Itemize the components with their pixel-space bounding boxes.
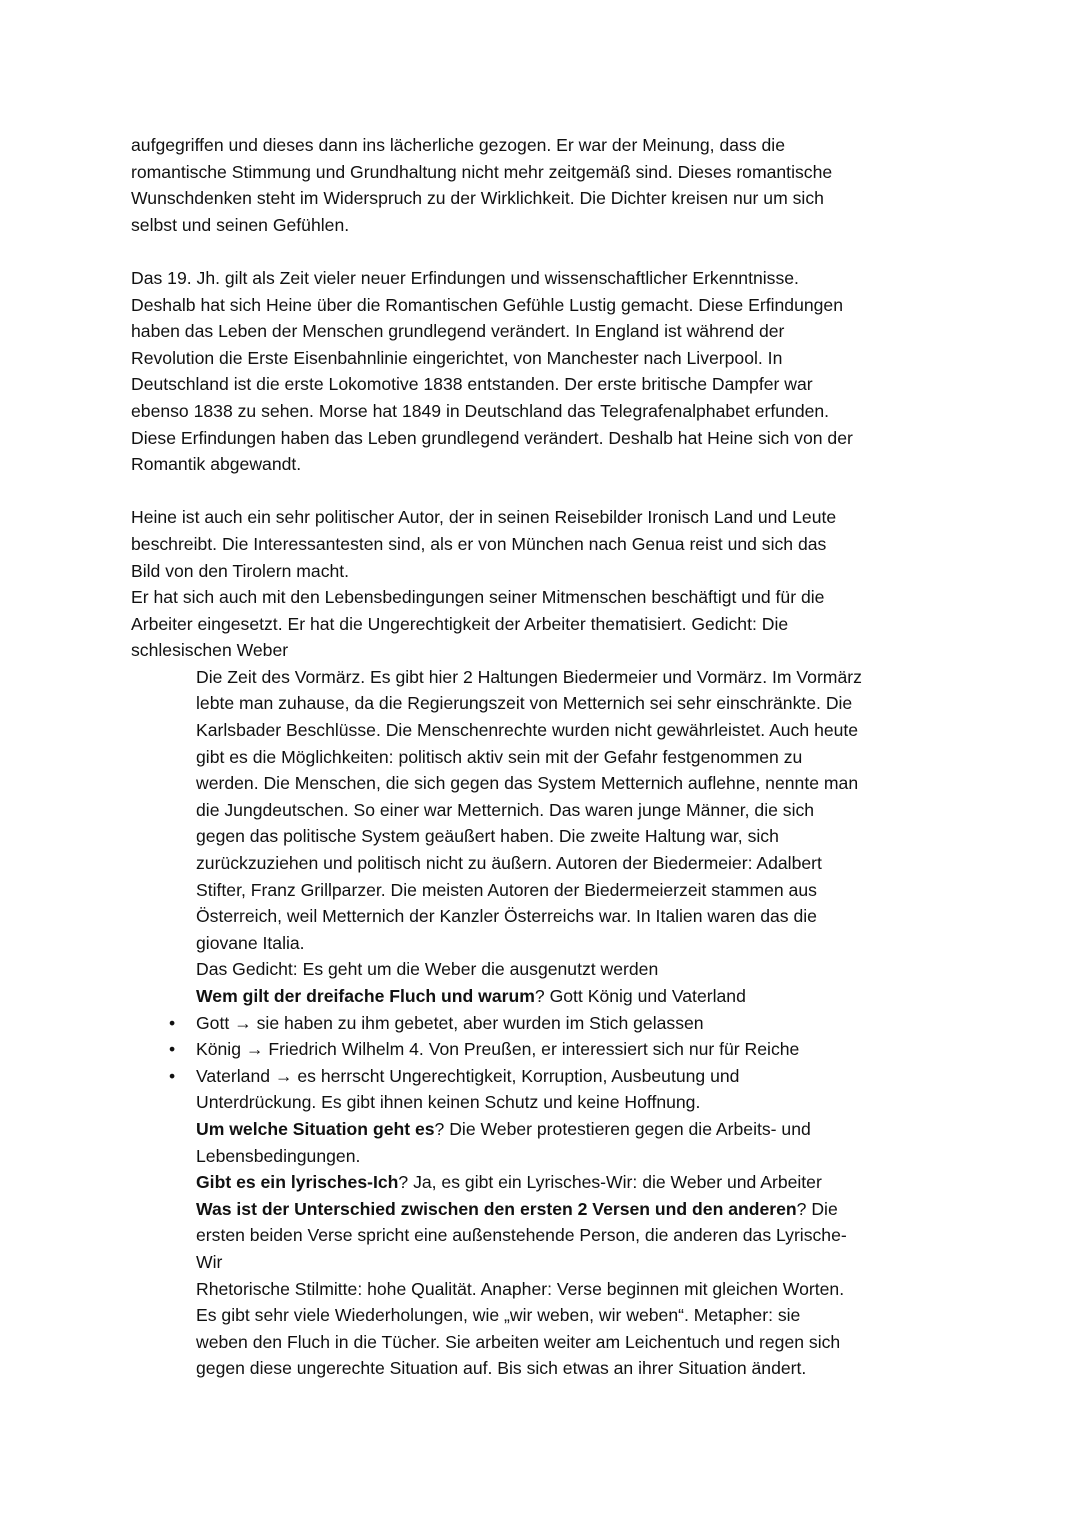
text-line: [131, 1355, 961, 1382]
text-line: [131, 664, 961, 691]
text-line: [131, 504, 961, 531]
text-segment: zurückzuziehen und politisch nicht zu äußern. Autoren der Biedermeier: Adalbert: [196, 853, 822, 874]
text-line: [131, 1116, 961, 1143]
text-segment: weben den Fluch in die Tücher. Sie arbeiten weiter am Leichentuch und regen sich: [196, 1331, 841, 1352]
text-line: [131, 345, 961, 372]
text-segment: ? Die: [796, 1198, 838, 1219]
text-segment: haben das Leben der Menschen grundlegend verändert. In England ist während der: [131, 321, 785, 342]
text-line: [131, 584, 961, 611]
text-segment: Romantik abgewandt.: [131, 454, 302, 475]
text-segment: Deutschland ist die erste Lokomotive 1838 entstanden. Der erste britische Dampfer war: [131, 374, 813, 395]
text-line: [131, 717, 961, 744]
text-line: [131, 877, 961, 904]
bold-question: Was ist der Unterschied zwischen den ersten 2 Versen und den anderen: [196, 1198, 797, 1219]
text-line: [131, 318, 961, 345]
text-segment: werden. Die Menschen, die sich gegen das System Metternich auflehne, nennte man: [196, 773, 859, 794]
text-line: [131, 1143, 961, 1170]
text-line: [131, 797, 961, 824]
text-segment: Vaterland → es herrscht Ungerechtigkeit, Korruption, Ausbeutung und: [196, 1065, 740, 1086]
text-segment: Wir: [196, 1251, 223, 1272]
text-segment: Unterdrückung. Es gibt ihnen keinen Schutz und keine Hoffnung.: [196, 1092, 701, 1113]
text-line: [131, 1196, 961, 1223]
text-segment: König → Friedrich Wilhelm 4. Von Preußen, er interessiert sich nur für Reiche: [196, 1039, 800, 1060]
text-segment: Arbeiter eingesetzt. Er hat die Ungerechtigkeit der Arbeiter thematisiert. Gedicht: Die: [131, 613, 789, 634]
text-segment: Heine ist auch ein sehr politischer Autor, der in seinen Reisebilder Ironisch Land und Leute: [131, 507, 837, 528]
text-segment: ebenso 1838 zu sehen. Morse hat 1849 in Deutschland das Telegrafenalphabet erfunden.: [131, 400, 830, 421]
text-line: [131, 238, 961, 265]
text-line: [131, 265, 961, 292]
text-segment: gibt es die Möglichkeiten: politisch aktiv sein mit der Gefahr festgenommen zu: [196, 746, 803, 767]
text-line: [131, 770, 961, 797]
text-line: [131, 132, 961, 159]
text-segment: gegen das politische System geäußert haben. Die zweite Haltung war, sich: [196, 826, 779, 847]
text-line: [131, 451, 961, 478]
bullet-icon: •: [169, 1012, 176, 1033]
text-line: [131, 531, 961, 558]
text-line: [131, 185, 961, 212]
text-segment: Rhetorische Stilmitte: hohe Qualität. Anapher: Verse beginnen mit gleichen Worten.: [196, 1278, 845, 1299]
text-segment: Lebensbedingungen.: [196, 1145, 361, 1166]
text-segment: selbst und seinen Gefühlen.: [131, 214, 350, 235]
text-line: [131, 478, 961, 505]
text-segment: aufgegriffen und dieses dann ins lächerliche gezogen. Er war der Meinung, dass die: [131, 135, 785, 155]
bullet-icon: •: [169, 1065, 176, 1086]
text-segment: romantische Stimmung und Grundhaltung nicht mehr zeitgemäß sind. Dieses romantische: [131, 161, 833, 182]
text-segment: Revolution die Erste Eisenbahnlinie eingerichtet, von Manchester nach Liverpool. In: [131, 347, 783, 368]
text-line: [131, 1329, 961, 1356]
text-line: [131, 398, 961, 425]
bold-question: Um welche Situation geht es: [196, 1118, 435, 1139]
text-line: [131, 823, 961, 850]
bold-question: Wem gilt der dreifache Fluch und warum: [196, 986, 535, 1006]
text-line: [131, 930, 961, 957]
text-segment: Österreich, weil Metternich der Kanzler Österreichs war. In Italien waren das die: [196, 906, 817, 927]
text-line: [131, 1222, 961, 1249]
text-line: [131, 1249, 961, 1276]
text-line: [131, 956, 961, 983]
text-segment: beschreibt. Die Interessantesten sind, als er von München nach Genua reist und sich das: [131, 533, 827, 554]
text-segment: Er hat sich auch mit den Lebensbedingungen seiner Mitmenschen beschäftigt und für die: [131, 587, 825, 608]
text-line: [131, 637, 961, 664]
bold-question: Gibt es ein lyrisches-Ich: [196, 1172, 399, 1193]
text-segment: ? Gott König und Vaterland: [534, 986, 746, 1006]
text-segment: Es gibt sehr viele Wiederholungen, wie „wir weben, wir weben“. Metapher: sie: [196, 1305, 801, 1326]
text-segment: Das 19. Jh. gilt als Zeit vieler neuer Erfindungen und wissenschaftlicher Erkenntnisse.: [131, 267, 799, 288]
text-line: [131, 159, 961, 186]
text-line: [131, 903, 961, 930]
text-line: [131, 292, 961, 319]
text-segment: Die Zeit des Vormärz. Es gibt hier 2 Haltungen Biedermeier und Vormärz. Im Vormärz: [196, 666, 862, 687]
bullet-list-item: [131, 1010, 961, 1037]
text-segment: die Jungdeutschen. So einer war Metternich. Das waren junge Männer, die sich: [196, 799, 815, 820]
text-segment: Wunschdenken steht im Widerspruch zu der Wirklichkeit. Die Dichter kreisen nur um sich: [131, 188, 824, 209]
text-segment: Das Gedicht: Es geht um die Weber die ausgenutzt werden: [196, 959, 659, 980]
text-line: [131, 690, 961, 717]
document-page: [131, 132, 961, 1382]
text-segment: ersten beiden Verse spricht eine außenstehende Person, die anderen das Lyrische-: [196, 1225, 847, 1246]
text-line: [131, 611, 961, 638]
text-line: [131, 1276, 961, 1303]
bullet-list-item: [131, 1063, 961, 1090]
text-line: [131, 1302, 961, 1329]
text-line: [131, 850, 961, 877]
bullet-list-item: [131, 1036, 961, 1063]
text-segment: gegen diese ungerechte Situation auf. Bis sich etwas an ihrer Situation ändert.: [196, 1358, 807, 1379]
text-segment: Deshalb hat sich Heine über die Romantischen Gefühle Lustig gemacht. Diese Erfindungen: [131, 294, 843, 315]
text-segment: ? Ja, es gibt ein Lyrisches-Wir: die Weber und Arbeiter: [398, 1172, 822, 1193]
text-line: [131, 425, 961, 452]
bullet-icon: •: [169, 1039, 176, 1060]
text-segment: lebte man zuhause, da die Regierungszeit von Metternich sei sehr einschränkte. Die: [196, 693, 853, 714]
text-segment: Stifter, Franz Grillparzer. Die meisten Autoren der Biedermeierzeit stammen aus: [196, 879, 817, 900]
text-segment: Diese Erfindungen haben das Leben grundlegend verändert. Deshalb hat Heine sich von der: [131, 427, 853, 448]
text-line: [131, 371, 961, 398]
text-line: [131, 1169, 961, 1196]
text-line: [131, 212, 961, 239]
text-line: [131, 744, 961, 771]
text-segment: Karlsbader Beschlüsse. Die Menschenrechte wurden nicht gewährleistet. Auch heute: [196, 720, 859, 741]
text-segment: ? Die Weber protestieren gegen die Arbeits- und: [434, 1118, 811, 1139]
text-line: [131, 1089, 961, 1116]
text-segment: giovane Italia.: [196, 932, 305, 953]
text-line: [131, 558, 961, 585]
text-segment: Bild von den Tirolern macht.: [131, 560, 350, 581]
text-line: [131, 983, 961, 1010]
text-segment: schlesischen Weber: [131, 640, 289, 661]
text-segment: Gott → sie haben zu ihm gebetet, aber wurden im Stich gelassen: [196, 1012, 704, 1033]
